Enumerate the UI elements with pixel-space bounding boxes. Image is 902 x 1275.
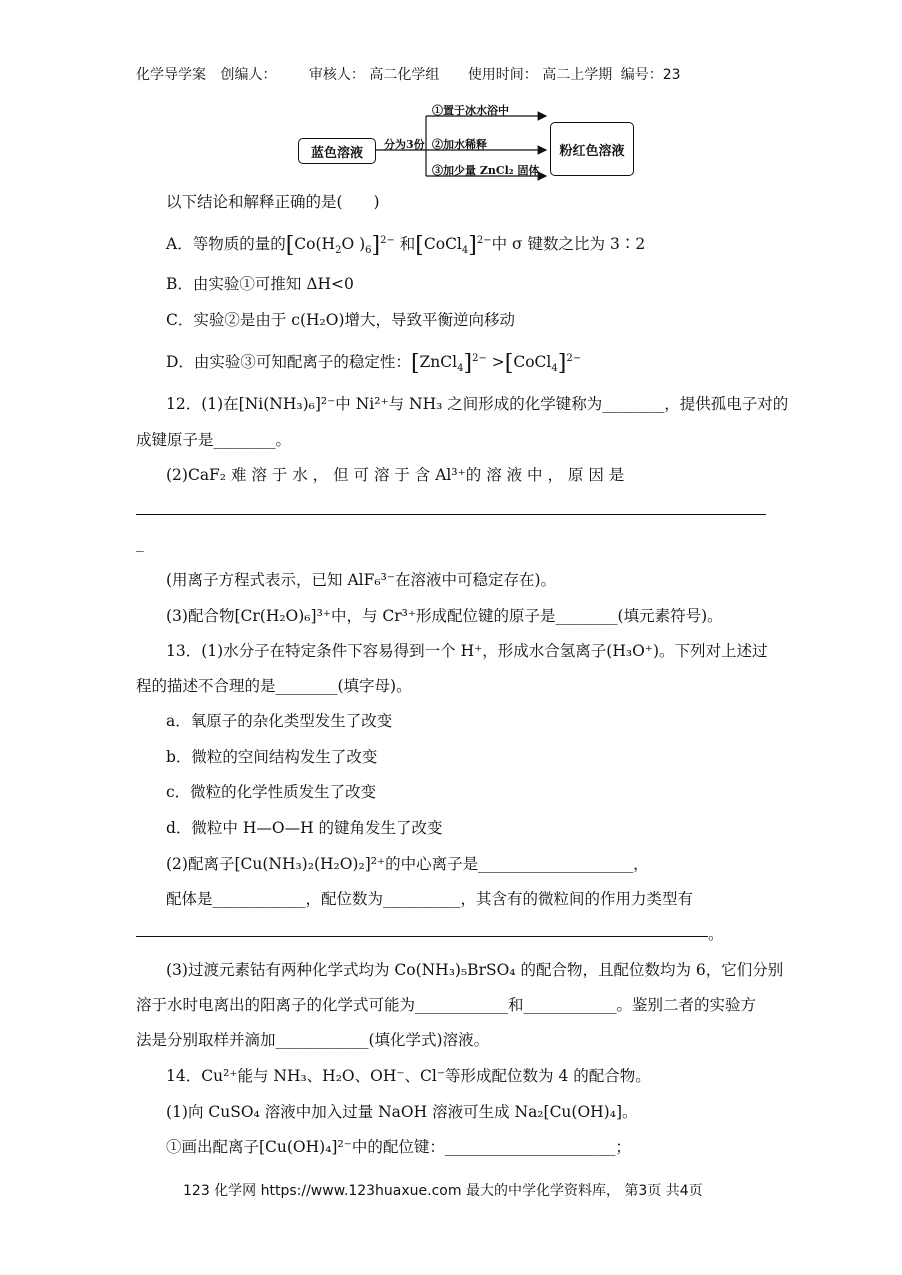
branch2-label: ②加水稀释: [432, 138, 487, 151]
q14-line1: 14．Cu²⁺能与 NH₃、H₂O、OH⁻、Cl⁻等形成配位数为 4 的配合物。: [166, 1067, 651, 1085]
q13-option-a: a．氧原子的杂化类型发生了改变: [166, 712, 393, 730]
q14-line2: (1)向 CuSO₄ 溶液中加入过量 NaOH 溶液可生成 Na₂[Cu(OH)₄]。: [166, 1103, 638, 1121]
q11-option-d: D．由实验③可知配离子的稳定性：[ZnCl$_4$]$^{2-}$ >[CoCl$_4$]$^{2-}$: [166, 351, 582, 376]
q11-option-b: B．由实验①可推知 ΔH<0: [166, 275, 354, 293]
q13-line8: 法是分别取样并滴加____________(填化学式)溶液。: [136, 1031, 490, 1049]
q11-option-c: C．实验②是由于 c(H₂O)增大，导致平衡逆向移动: [166, 311, 516, 329]
pink-solution-box: 粉红色溶液: [550, 122, 634, 176]
split-label: 分为3份: [384, 138, 425, 151]
branch3-label: ③加少量 ZnCl₂ 固体: [432, 164, 540, 177]
header-title: 化学导学案: [136, 67, 206, 83]
q12-line4: _: [136, 534, 144, 552]
q13-option-d: d．微粒中 H—O—H 的键角发生了改变: [166, 819, 443, 837]
q14-line3: ①画出配离子[Cu(OH)₄]²⁻中的配位键：______________________；: [166, 1138, 631, 1156]
experiment-diagram: [296, 106, 636, 182]
q13-line2: 程的描述不合理的是________(填字母)。: [136, 677, 412, 695]
page-header: [136, 64, 691, 84]
q11-option-d-text: D．由实验③可知配离子的稳定性：: [166, 353, 411, 371]
header-author: 创编人：: [220, 67, 277, 83]
q13-line3: (2)配离子[Cu(NH₃)₂(H₂O)₂]²⁺的中心离子是____________________，: [166, 855, 649, 873]
q13-option-c: c．微粒的化学性质发生了改变: [166, 783, 377, 801]
q11-stem: 以下结论和解释正确的是( ): [166, 193, 380, 211]
q13-line1: 13．(1)水分子在特定条件下容易得到一个 H⁺，形成水合氢离子(H₃O⁺)。下列对上述过: [166, 642, 768, 660]
blue-solution-box: 蓝色溶液: [298, 138, 376, 164]
q12-line1: 12．(1)在[Ni(NH₃)₆]²⁻中 Ni²⁺与 NH₃ 之间形成的化学键称为________，提供孤电子对的: [166, 395, 789, 413]
branch1-label: ①置于冰水浴中: [432, 104, 509, 117]
q13-option-b: b．微粒的空间结构发生了改变: [166, 748, 378, 766]
q12-line2: 成键原子是________。: [136, 431, 292, 449]
q13-line5: 。: [708, 925, 724, 943]
header-time: 使用时间： 高二上学期: [467, 67, 613, 83]
q13-answer-line: [136, 936, 708, 937]
page-footer: 123 化学网 https://www.123huaxue.com 最大的中学化学资料库， 第3页 共4页: [183, 1183, 703, 1199]
header-number: 编号：23: [620, 67, 681, 83]
q12-line6: (3)配合物[Cr(H₂O)₆]³⁺中，与 Cr³⁺形成配位键的原子是________(填元素符号)。: [166, 607, 723, 625]
q11-option-a: A．等物质的量的[$Co(H_2O$ )$_6]^{2-}$ 和[CoCl$_4$]$^{2-}$中 σ 键数之比为 3∶2: [166, 233, 646, 258]
q12-line3: (2)CaF₂ 难 溶 于 水 ， 但 可 溶 于 含 Al³⁺的 溶 液 中 ， 原 因 是: [166, 466, 625, 484]
q13-line7: 溶于水时电离出的阳离子的化学式可能为____________和____________。鉴别二者的实验方: [136, 996, 757, 1014]
header-reviewer: 审核人： 高二化学组: [308, 67, 440, 83]
q11-option-a-suffix: 中 σ 键数之比为 3∶2: [491, 235, 646, 253]
q13-line4: 配体是____________，配位数为__________，其含有的微粒间的作用力类型有: [166, 890, 694, 908]
q12-answer-line: [136, 514, 766, 515]
q12-line5: (用离子方程式表示，已知 AlF₆³⁻在溶液中可稳定存在)。: [166, 571, 557, 589]
q13-line6: (3)过渡元素钴有两种化学式均为 Co(NH₃)₅BrSO₄ 的配合物，且配位数均为 6，它们分别: [166, 961, 784, 979]
q11-option-a-prefix: A．等物质的量的: [166, 235, 286, 253]
